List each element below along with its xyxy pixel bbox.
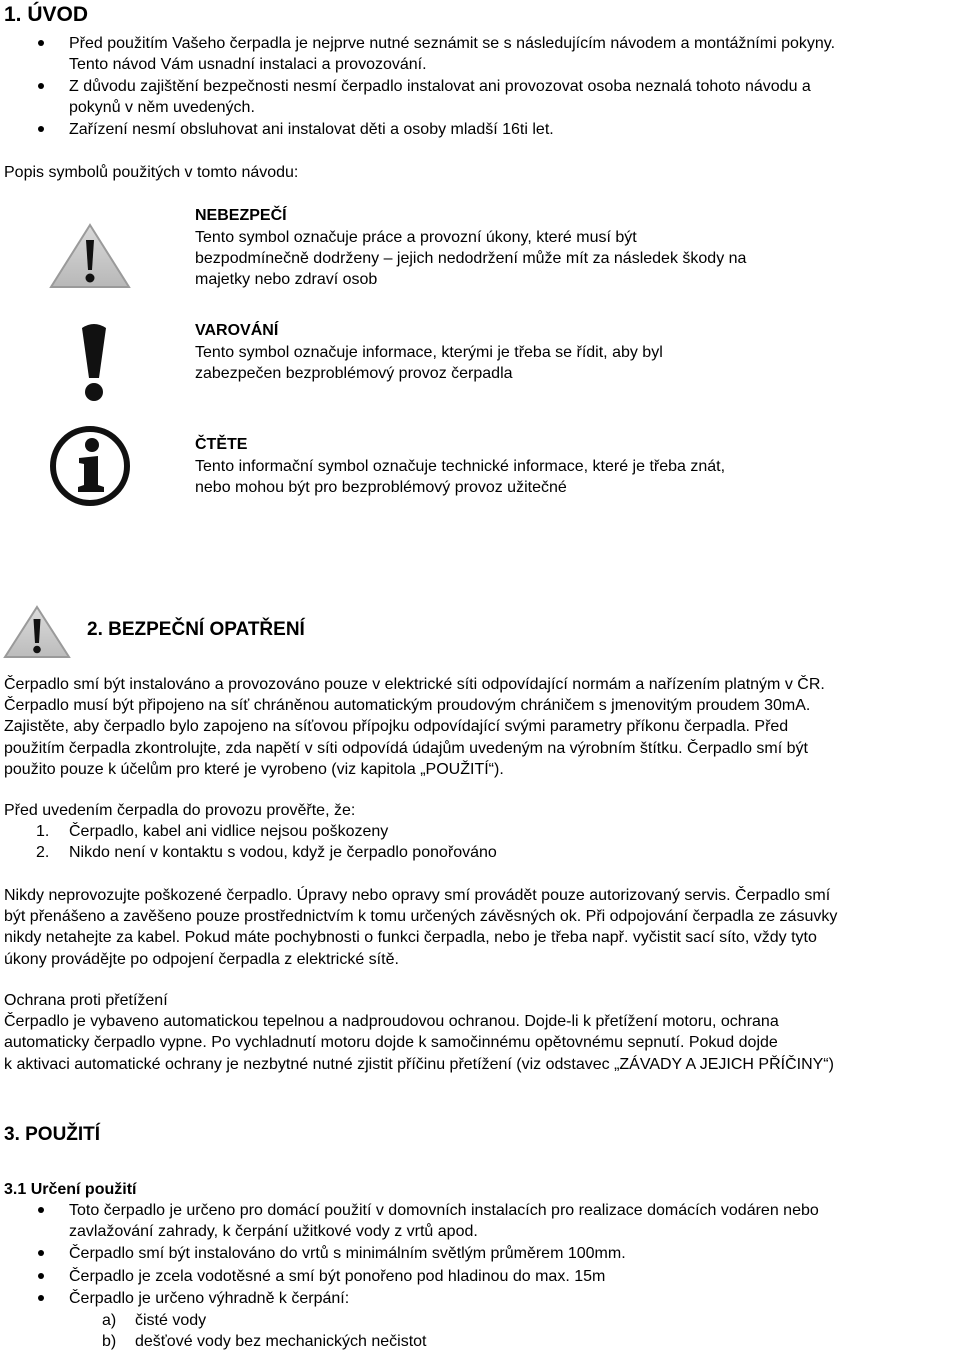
subsection-title-urceni: 3.1 Určení použití	[4, 1181, 137, 1198]
list-item	[102, 1310, 207, 1331]
section-title-pouziti: 3. POUŽITÍ	[4, 1124, 101, 1145]
bullet-icon	[38, 1295, 44, 1301]
list-item	[102, 1331, 427, 1352]
check-intro: Před uvedením čerpadla do provozu prověřte, že:	[4, 802, 356, 819]
list-item-line: Čerpadlo je zcela vodotěsné a smí být ponořeno pod hladinou do max. 15m	[69, 1267, 606, 1285]
list-item-line: Toto čerpadlo je určeno pro domácí použití v domovních instalacích pro realizace domácích vodáren nebo	[69, 1202, 819, 1219]
symbol-desc-line: zabezpečen bezproblémový provoz čerpadla	[195, 365, 513, 382]
paragraph-line: nikdy netahejte za kabel. Pokud máte pochybnosti o funkci čerpadla, nebo je třeba např. vyčistit sací síto, vždy tyto	[4, 929, 817, 947]
paragraph-line: úkony provádějte po odpojení čerpadla z elektrické sítě.	[4, 950, 399, 968]
water-type-list	[102, 1310, 427, 1352]
list-item-text: dešťové vody bez mechanických nečistot	[135, 1333, 427, 1351]
symbol-desc-line: majetky nebo zdraví osob	[195, 271, 378, 288]
list-item-line: Tento návod Vám usnadní instalaci a provozování.	[69, 56, 427, 73]
list-number: 1.	[36, 823, 50, 840]
check-list	[36, 821, 497, 863]
symbol-desc-line: Tento symbol označuje práce a provozní úkony, které musí být	[195, 229, 637, 246]
list-item-line: zavlažování zahrady, k čerpání užitkové vody z vrtů apod.	[69, 1223, 478, 1241]
paragraph-line: Čerpadlo musí být připojeno na síť chráněnou automatickým proudovým chráničem s jmenovitým proudem 30mA.	[4, 697, 811, 715]
list-item-text: Nikdo není v kontaktu s vodou, když je čerpadlo ponořováno	[69, 844, 497, 862]
list-number: 2.	[36, 844, 50, 862]
bullet-icon	[38, 40, 44, 46]
list-item	[69, 1266, 819, 1287]
symbol-desc-line: Tento symbol označuje informace, kterými je třeba se řídit, aby byl	[195, 344, 663, 361]
symbol-title: ČTĚTE	[195, 436, 248, 453]
list-letter: b)	[102, 1333, 117, 1351]
list-item-line: Čerpadlo smí být instalováno do vrtů s minimálním světlým průměrem 100mm.	[69, 1245, 626, 1263]
warning-triangle-icon	[2, 604, 72, 660]
list-item-line: pokynů v něm uvedených.	[69, 99, 255, 116]
list-item	[69, 119, 835, 140]
section-title-uvod: 1. ÚVOD	[4, 3, 89, 26]
symbol-warning	[195, 320, 663, 384]
subsection-title: Ochrana proti přetížení	[4, 992, 168, 1009]
paragraph-line: automaticky čerpadlo vypne. Po vychladnutí motoru dojde k samočinnému opětovnému sepnutí. Pokud dojde	[4, 1034, 778, 1052]
symbol-desc-line: Tento informační symbol označuje technické informace, které je třeba znát,	[195, 458, 726, 475]
usage-bullet-list	[69, 1200, 819, 1309]
list-item	[69, 1288, 819, 1309]
paragraph-line: použito pouze k účelům pro které je vyrobeno (viz kapitola „POUŽITÍ“).	[4, 760, 504, 778]
safety-paragraph	[4, 674, 825, 780]
paragraph-line: použitím čerpadla zkontrolujte, zda napětí v síti odpovídá údajům uvedeným na výrobním štítku. Čerpadlo smí být	[4, 739, 808, 757]
bullet-icon	[38, 83, 44, 89]
intro-bullet-list	[69, 33, 835, 140]
service-paragraph	[4, 885, 837, 970]
symbol-desc-line: bezpodmínečně dodrženy – jejich nedodržení může mít za následek škody na	[195, 250, 747, 267]
list-item	[36, 821, 389, 842]
list-item-line: Čerpadlo je určeno výhradně k čerpání:	[69, 1289, 350, 1307]
bullet-icon	[38, 1273, 44, 1279]
list-item	[69, 1243, 819, 1264]
list-item	[69, 76, 835, 118]
list-item	[69, 1200, 819, 1242]
list-item-line: Před použitím Vašeho čerpadla je nejprve nutné seznámit se s následujícím návodem a montážními pokyny.	[69, 35, 836, 52]
paragraph-line: Čerpadlo je vybaveno automatickou tepelnou a nadproudovou ochranou. Dojde-li k přetížení motoru, ochrana	[4, 1013, 779, 1031]
list-item-line: Zařízení nesmí obsluhovat ani instalovat děti a osoby mladší 16ti let.	[69, 121, 554, 138]
symbols-intro: Popis symbolů použitých v tomto návodu:	[4, 164, 299, 181]
symbol-title: VAROVÁNÍ	[195, 322, 279, 339]
bullet-icon	[38, 126, 44, 132]
overload-section	[4, 990, 834, 1075]
bullet-icon	[38, 1207, 44, 1213]
list-item-text: Čerpadlo, kabel ani vidlice nejsou poškozeny	[69, 823, 389, 840]
paragraph-line: Čerpadlo smí být instalováno a provozováno pouze v elektrické síti odpovídající normám a nařízením platným v ČR.	[4, 676, 825, 693]
paragraph-line: být přenášeno a zavěšeno pouze prostřednictvím k tomu určených závěsných ok. Při odpojování čerpadla ze zásuvky	[4, 908, 838, 926]
list-letter: a)	[102, 1312, 117, 1329]
symbol-title: NEBEZPEČÍ	[195, 207, 287, 224]
list-item	[69, 33, 835, 75]
paragraph-line: k aktivaci automatické ochrany je nezbytné nutné zjistit příčinu přetížení (viz odstavec „ZÁVADY A JEJICH PŘÍČINY“)	[4, 1055, 834, 1073]
paragraph-line: Nikdy neprovozujte poškozené čerpadlo. Úpravy nebo opravy smí provádět pouze autorizovaný servis. Čerpadlo smí	[4, 887, 831, 904]
list-item	[36, 842, 497, 863]
section-title-bezpecni-opatreni: 2. BEZPEČNÍ OPATŘENÍ	[87, 619, 305, 640]
symbol-read	[195, 434, 725, 498]
paragraph-line: Zajistěte, aby čerpadlo bylo zapojeno na síťovou přípojku odpovídající svými parametry příkonu čerpadla. Před	[4, 718, 789, 736]
list-item-line: Z důvodu zajištění bezpečnosti nesmí čerpadlo instalovat ani provozovat osoba neznalá tohoto návodu a	[69, 78, 811, 95]
symbol-desc-line: nebo mohou být pro bezproblémový provoz užitečné	[195, 479, 567, 496]
warning-triangle-icon	[48, 222, 132, 290]
list-item-text: čisté vody	[135, 1312, 207, 1329]
bullet-icon	[38, 1250, 44, 1256]
exclamation-icon	[78, 322, 110, 402]
info-icon	[49, 425, 131, 507]
symbol-danger	[195, 205, 746, 290]
